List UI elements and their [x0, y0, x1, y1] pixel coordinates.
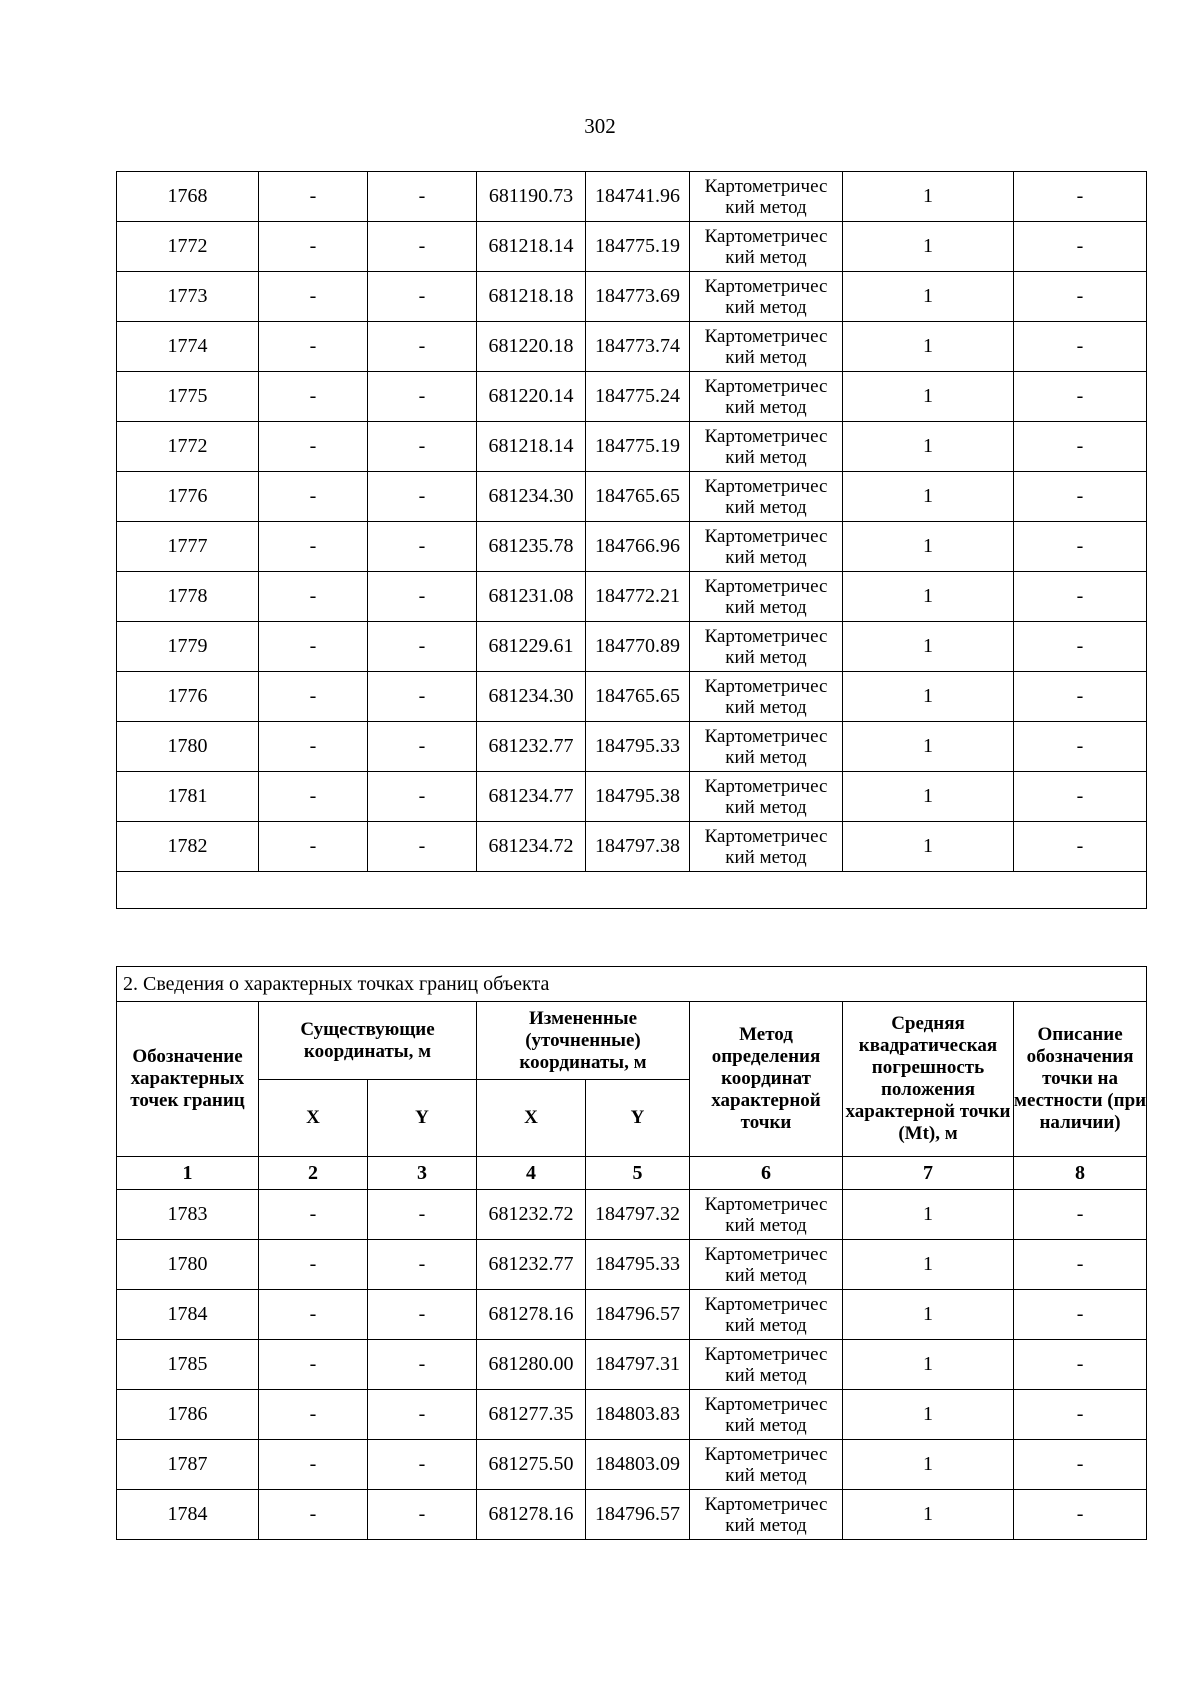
cell-y: 184796.57 [586, 1290, 690, 1340]
cell-method: Картометричес кий метод [690, 522, 843, 572]
cell-description: - [1014, 1190, 1147, 1240]
header-description: Описание обозначения точки на местности (при наличии) [1014, 1002, 1147, 1157]
cell-method: Картометричес кий метод [690, 672, 843, 722]
cell-description: - [1014, 172, 1147, 222]
column-number: 3 [368, 1157, 477, 1190]
header-mt: Средняя квадратическая погрешность положения характерной точки (Mt), м [843, 1002, 1014, 1157]
table-row [117, 1490, 1147, 1540]
cell-existing-y: - [368, 372, 477, 422]
cell-y: 184795.33 [586, 722, 690, 772]
cell-description: - [1014, 672, 1147, 722]
cell-x: 681234.77 [477, 772, 586, 822]
column-number: 2 [259, 1157, 368, 1190]
cell-description: - [1014, 1490, 1147, 1540]
cell-x: 681220.14 [477, 372, 586, 422]
cell-point: 1780 [117, 722, 259, 772]
cell-existing-y: - [368, 822, 477, 872]
table-row [117, 572, 1147, 622]
header-changed-y: Y [586, 1080, 690, 1157]
page-number: 302 [584, 114, 616, 138]
cell-existing-x: - [259, 1190, 368, 1240]
cell-existing-y: - [368, 622, 477, 672]
cell-method: Картометричес кий метод [690, 722, 843, 772]
cell-mt: 1 [843, 772, 1014, 822]
cell-description: - [1014, 622, 1147, 672]
header-existing-y: Y [368, 1080, 477, 1157]
table1-empty-row [117, 872, 1147, 909]
cell-existing-y: - [368, 172, 477, 222]
cell-x: 681220.18 [477, 322, 586, 372]
cell-mt: 1 [843, 572, 1014, 622]
cell-existing-x: - [259, 522, 368, 572]
cell-y: 184765.65 [586, 472, 690, 522]
cell-existing-x: - [259, 822, 368, 872]
cell-description: - [1014, 822, 1147, 872]
table-row [117, 1290, 1147, 1340]
cell-y: 184797.32 [586, 1190, 690, 1240]
cell-y: 184797.31 [586, 1340, 690, 1390]
cell-existing-y: - [368, 1190, 477, 1240]
cell-x: 681278.16 [477, 1290, 586, 1340]
column-number: 8 [1014, 1157, 1147, 1190]
table-row [117, 272, 1147, 322]
cell-y: 184772.21 [586, 572, 690, 622]
cell-method: Картометричес кий метод [690, 1440, 843, 1490]
cell-y: 184775.19 [586, 422, 690, 472]
cell-x: 681235.78 [477, 522, 586, 572]
cell-y: 184773.69 [586, 272, 690, 322]
cell-existing-y: - [368, 772, 477, 822]
cell-point: 1774 [117, 322, 259, 372]
cell-existing-x: - [259, 1240, 368, 1290]
cell-x: 681234.72 [477, 822, 586, 872]
header-point: Обозначение характерных точек границ [117, 1002, 259, 1157]
cell-y: 184773.74 [586, 322, 690, 372]
cell-x: 681277.35 [477, 1390, 586, 1440]
column-number: 6 [690, 1157, 843, 1190]
table-row [117, 722, 1147, 772]
cell-existing-y: - [368, 422, 477, 472]
cell-x: 681278.16 [477, 1490, 586, 1540]
cell-existing-x: - [259, 572, 368, 622]
cell-point: 1781 [117, 772, 259, 822]
table-row [117, 622, 1147, 672]
table1-body [117, 172, 1147, 872]
cell-point: 1780 [117, 1240, 259, 1290]
cell-point: 1785 [117, 1340, 259, 1390]
cell-existing-x: - [259, 1490, 368, 1540]
cell-y: 184803.09 [586, 1440, 690, 1490]
table-row [117, 1340, 1147, 1390]
cell-y: 184775.24 [586, 372, 690, 422]
cell-method: Картометричес кий метод [690, 1340, 843, 1390]
cell-description: - [1014, 1440, 1147, 1490]
table-row [117, 222, 1147, 272]
column-number: 4 [477, 1157, 586, 1190]
cell-mt: 1 [843, 822, 1014, 872]
cell-point: 1786 [117, 1390, 259, 1440]
cell-description: - [1014, 1240, 1147, 1290]
table-row [117, 372, 1147, 422]
table2-body [117, 1190, 1147, 1540]
cell-existing-x: - [259, 222, 368, 272]
cell-existing-y: - [368, 322, 477, 372]
cell-existing-y: - [368, 1440, 477, 1490]
cell-existing-x: - [259, 172, 368, 222]
cell-point: 1776 [117, 672, 259, 722]
cell-existing-x: - [259, 472, 368, 522]
cell-method: Картометричес кий метод [690, 772, 843, 822]
cell-point: 1772 [117, 422, 259, 472]
cell-y: 184803.83 [586, 1390, 690, 1440]
cell-method: Картометричес кий метод [690, 1290, 843, 1340]
cell-x: 681218.14 [477, 222, 586, 272]
table-row [117, 422, 1147, 472]
cell-mt: 1 [843, 522, 1014, 572]
cell-existing-x: - [259, 1440, 368, 1490]
cell-mt: 1 [843, 372, 1014, 422]
cell-description: - [1014, 372, 1147, 422]
cell-point: 1784 [117, 1290, 259, 1340]
cell-mt: 1 [843, 722, 1014, 772]
cell-existing-y: - [368, 1240, 477, 1290]
table-row [117, 172, 1147, 222]
column-number: 1 [117, 1157, 259, 1190]
cell-x: 681234.30 [477, 472, 586, 522]
cell-method: Картометричес кий метод [690, 1390, 843, 1440]
cell-existing-x: - [259, 372, 368, 422]
table-title: 2. Сведения о характерных точках границ объекта [117, 967, 1147, 1002]
cell-existing-x: - [259, 322, 368, 372]
cell-description: - [1014, 572, 1147, 622]
cell-existing-y: - [368, 672, 477, 722]
cell-mt: 1 [843, 622, 1014, 672]
cell-mt: 1 [843, 322, 1014, 372]
cell-description: - [1014, 272, 1147, 322]
cell-existing-y: - [368, 472, 477, 522]
cell-x: 681232.72 [477, 1190, 586, 1240]
cell-point: 1768 [117, 172, 259, 222]
header-changed-x: X [477, 1080, 586, 1157]
cell-existing-x: - [259, 1340, 368, 1390]
cell-description: - [1014, 522, 1147, 572]
cell-existing-x: - [259, 772, 368, 822]
cell-existing-y: - [368, 722, 477, 772]
cell-existing-y: - [368, 572, 477, 622]
cell-description: - [1014, 222, 1147, 272]
cell-existing-y: - [368, 222, 477, 272]
cell-x: 681229.61 [477, 622, 586, 672]
cell-x: 681190.73 [477, 172, 586, 222]
table-row [117, 672, 1147, 722]
cell-mt: 1 [843, 272, 1014, 322]
cell-method: Картометричес кий метод [690, 172, 843, 222]
cell-mt: 1 [843, 1240, 1014, 1290]
column-number: 7 [843, 1157, 1014, 1190]
cell-point: 1776 [117, 472, 259, 522]
cell-point: 1783 [117, 1190, 259, 1240]
cell-x: 681231.08 [477, 572, 586, 622]
cell-description: - [1014, 772, 1147, 822]
cell-point: 1777 [117, 522, 259, 572]
cell-existing-x: - [259, 672, 368, 722]
cell-mt: 1 [843, 1290, 1014, 1340]
table-row [117, 822, 1147, 872]
cell-existing-x: - [259, 1290, 368, 1340]
cell-x: 681232.77 [477, 722, 586, 772]
cell-existing-y: - [368, 522, 477, 572]
cell-method: Картометричес кий метод [690, 822, 843, 872]
cell-y: 184775.19 [586, 222, 690, 272]
cell-method: Картометричес кий метод [690, 1490, 843, 1540]
table-row [117, 772, 1147, 822]
cell-method: Картометричес кий метод [690, 322, 843, 372]
cell-description: - [1014, 322, 1147, 372]
cell-x: 681218.14 [477, 422, 586, 472]
cell-mt: 1 [843, 1490, 1014, 1540]
cell-description: - [1014, 472, 1147, 522]
cell-method: Картометричес кий метод [690, 372, 843, 422]
table-row [117, 522, 1147, 572]
cell-method: Картометричес кий метод [690, 222, 843, 272]
cell-existing-y: - [368, 1340, 477, 1390]
table-row [117, 1390, 1147, 1440]
cell-point: 1782 [117, 822, 259, 872]
cell-point: 1784 [117, 1490, 259, 1540]
cell-method: Картометричес кий метод [690, 472, 843, 522]
cell-method: Картометричес кий метод [690, 272, 843, 322]
coordinates-table-continued [116, 171, 1147, 909]
cell-method: Картометричес кий метод [690, 422, 843, 472]
table-row [117, 1440, 1147, 1490]
cell-description: - [1014, 422, 1147, 472]
cell-point: 1772 [117, 222, 259, 272]
cell-existing-x: - [259, 422, 368, 472]
cell-point: 1779 [117, 622, 259, 672]
cell-y: 184796.57 [586, 1490, 690, 1540]
cell-existing-y: - [368, 1390, 477, 1440]
cell-existing-x: - [259, 272, 368, 322]
cell-point: 1778 [117, 572, 259, 622]
cell-mt: 1 [843, 472, 1014, 522]
column-number: 5 [586, 1157, 690, 1190]
cell-x: 681218.18 [477, 272, 586, 322]
cell-point: 1775 [117, 372, 259, 422]
cell-description: - [1014, 1290, 1147, 1340]
cell-y: 184770.89 [586, 622, 690, 672]
table-row [117, 472, 1147, 522]
cell-method: Картометричес кий метод [690, 622, 843, 672]
cell-y: 184766.96 [586, 522, 690, 572]
cell-mt: 1 [843, 172, 1014, 222]
cell-y: 184741.96 [586, 172, 690, 222]
cell-mt: 1 [843, 1440, 1014, 1490]
cell-mt: 1 [843, 1340, 1014, 1390]
cell-description: - [1014, 1390, 1147, 1440]
cell-existing-x: - [259, 1390, 368, 1440]
cell-x: 681280.00 [477, 1340, 586, 1390]
cell-existing-x: - [259, 622, 368, 672]
table-row [117, 1240, 1147, 1290]
cell-description: - [1014, 722, 1147, 772]
boundary-points-table [116, 966, 1147, 1540]
cell-mt: 1 [843, 1390, 1014, 1440]
cell-x: 681234.30 [477, 672, 586, 722]
cell-existing-y: - [368, 272, 477, 322]
cell-method: Картометричес кий метод [690, 1240, 843, 1290]
cell-y: 184797.38 [586, 822, 690, 872]
cell-y: 184795.38 [586, 772, 690, 822]
cell-mt: 1 [843, 672, 1014, 722]
cell-mt: 1 [843, 1190, 1014, 1240]
cell-method: Картометричес кий метод [690, 572, 843, 622]
cell-mt: 1 [843, 422, 1014, 472]
cell-x: 681275.50 [477, 1440, 586, 1490]
cell-existing-x: - [259, 722, 368, 772]
header-method: Метод определения координат характерной точки [690, 1002, 843, 1157]
cell-existing-y: - [368, 1290, 477, 1340]
table-row [117, 1190, 1147, 1240]
header-existing-coords: Существующие координаты, м [259, 1002, 477, 1080]
cell-point: 1773 [117, 272, 259, 322]
cell-mt: 1 [843, 222, 1014, 272]
table-row [117, 322, 1147, 372]
cell-y: 184795.33 [586, 1240, 690, 1290]
cell-method: Картометричес кий метод [690, 1190, 843, 1240]
header-existing-x: X [259, 1080, 368, 1157]
cell-y: 184765.65 [586, 672, 690, 722]
header-changed-coords: Измененные (уточненные) координаты, м [477, 1002, 690, 1080]
cell-description: - [1014, 1340, 1147, 1390]
cell-x: 681232.77 [477, 1240, 586, 1290]
cell-existing-y: - [368, 1490, 477, 1540]
cell-point: 1787 [117, 1440, 259, 1490]
